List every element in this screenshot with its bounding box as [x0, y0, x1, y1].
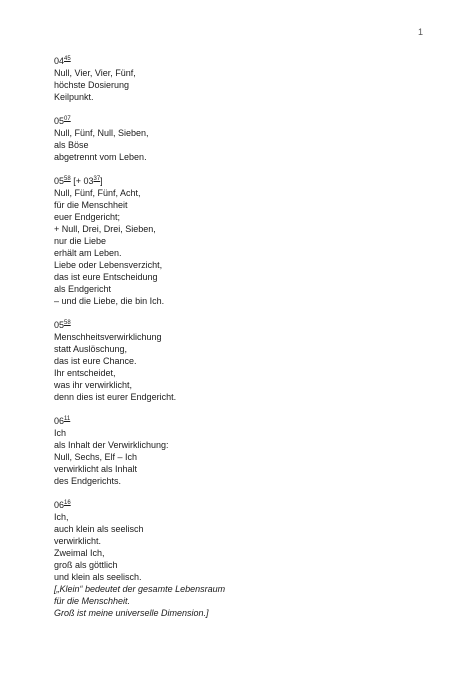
text-line: für die Menschheit: [54, 200, 128, 210]
section-0445: [54, 55, 434, 103]
text-line: euer Endgericht;: [54, 212, 121, 222]
section-0558-plus-0337: [54, 175, 434, 307]
text-line: + Null, Drei, Drei, Sieben,: [54, 224, 156, 234]
text-line: Menschheitsverwirklichung: [54, 332, 162, 342]
text-line: das ist eure Chance.: [54, 356, 137, 366]
text-line: des Endgerichts.: [54, 476, 122, 486]
text-line: erhält am Leben.: [54, 248, 122, 258]
text-line: groß als göttlich: [54, 560, 118, 570]
text-line: als Böse: [54, 140, 89, 150]
section-heading: $06^{11}$: [54, 416, 71, 426]
text-line: verwirklicht.: [54, 536, 102, 546]
section-heading: $06^{16}$: [54, 500, 71, 510]
text-line: Null, Sechs, Elf – Ich: [54, 452, 138, 462]
text-line: als Endgericht: [54, 284, 112, 294]
text-line: das ist eure Entscheidung: [54, 272, 158, 282]
section-0507: [54, 115, 434, 163]
note-line: [„Klein“ bedeutet der gesamte Lebensraum: [54, 584, 226, 594]
editorial-note: [54, 583, 434, 619]
text-line: statt Auslöschung,: [54, 344, 128, 354]
text-line: abgetrennt vom Leben.: [54, 152, 147, 162]
text-line: höchste Dosierung: [54, 80, 130, 90]
text-line: Zweimal Ich,: [54, 548, 105, 558]
text-line: nur die Liebe: [54, 236, 107, 246]
section-heading: $05^{58}$ [+ $03^{37}$]: [54, 176, 103, 186]
text-line: – und die Liebe, die bin Ich.: [54, 296, 165, 306]
text-line: auch klein als seelisch: [54, 524, 144, 534]
text-line: was ihr verwirklicht,: [54, 380, 133, 390]
page-number: 1: [418, 27, 424, 37]
section-0558: [54, 319, 434, 403]
text-line: verwirklicht als Inhalt: [54, 464, 138, 474]
section-0616: [54, 499, 434, 619]
text-line: Ihr entscheidet,: [54, 368, 116, 378]
section-heading: $05^{58}$: [54, 320, 71, 330]
text-line: Null, Fünf, Null, Sieben,: [54, 128, 149, 138]
text-line: Null, Fünf, Fünf, Acht,: [54, 188, 141, 198]
text-line: Ich: [54, 428, 67, 438]
text-line: und klein als seelisch.: [54, 572, 142, 582]
text-line: Null, Vier, Vier, Fünf,: [54, 68, 136, 78]
note-line: Groß ist meine universelle Dimension.]: [54, 608, 209, 618]
text-line: Ich,: [54, 512, 69, 522]
text-line: denn dies ist eurer Endgericht.: [54, 392, 177, 402]
text-line: Keilpunkt.: [54, 92, 94, 102]
section-heading: $04^{45}$: [54, 56, 71, 66]
section-0611: [54, 415, 434, 487]
note-line: für die Menschheit.: [54, 596, 131, 606]
section-heading: $05^{07}$: [54, 116, 71, 126]
document-body: [54, 55, 434, 631]
text-line: als Inhalt der Verwirklichung:: [54, 440, 169, 450]
text-line: Liebe oder Lebensverzicht,: [54, 260, 163, 270]
